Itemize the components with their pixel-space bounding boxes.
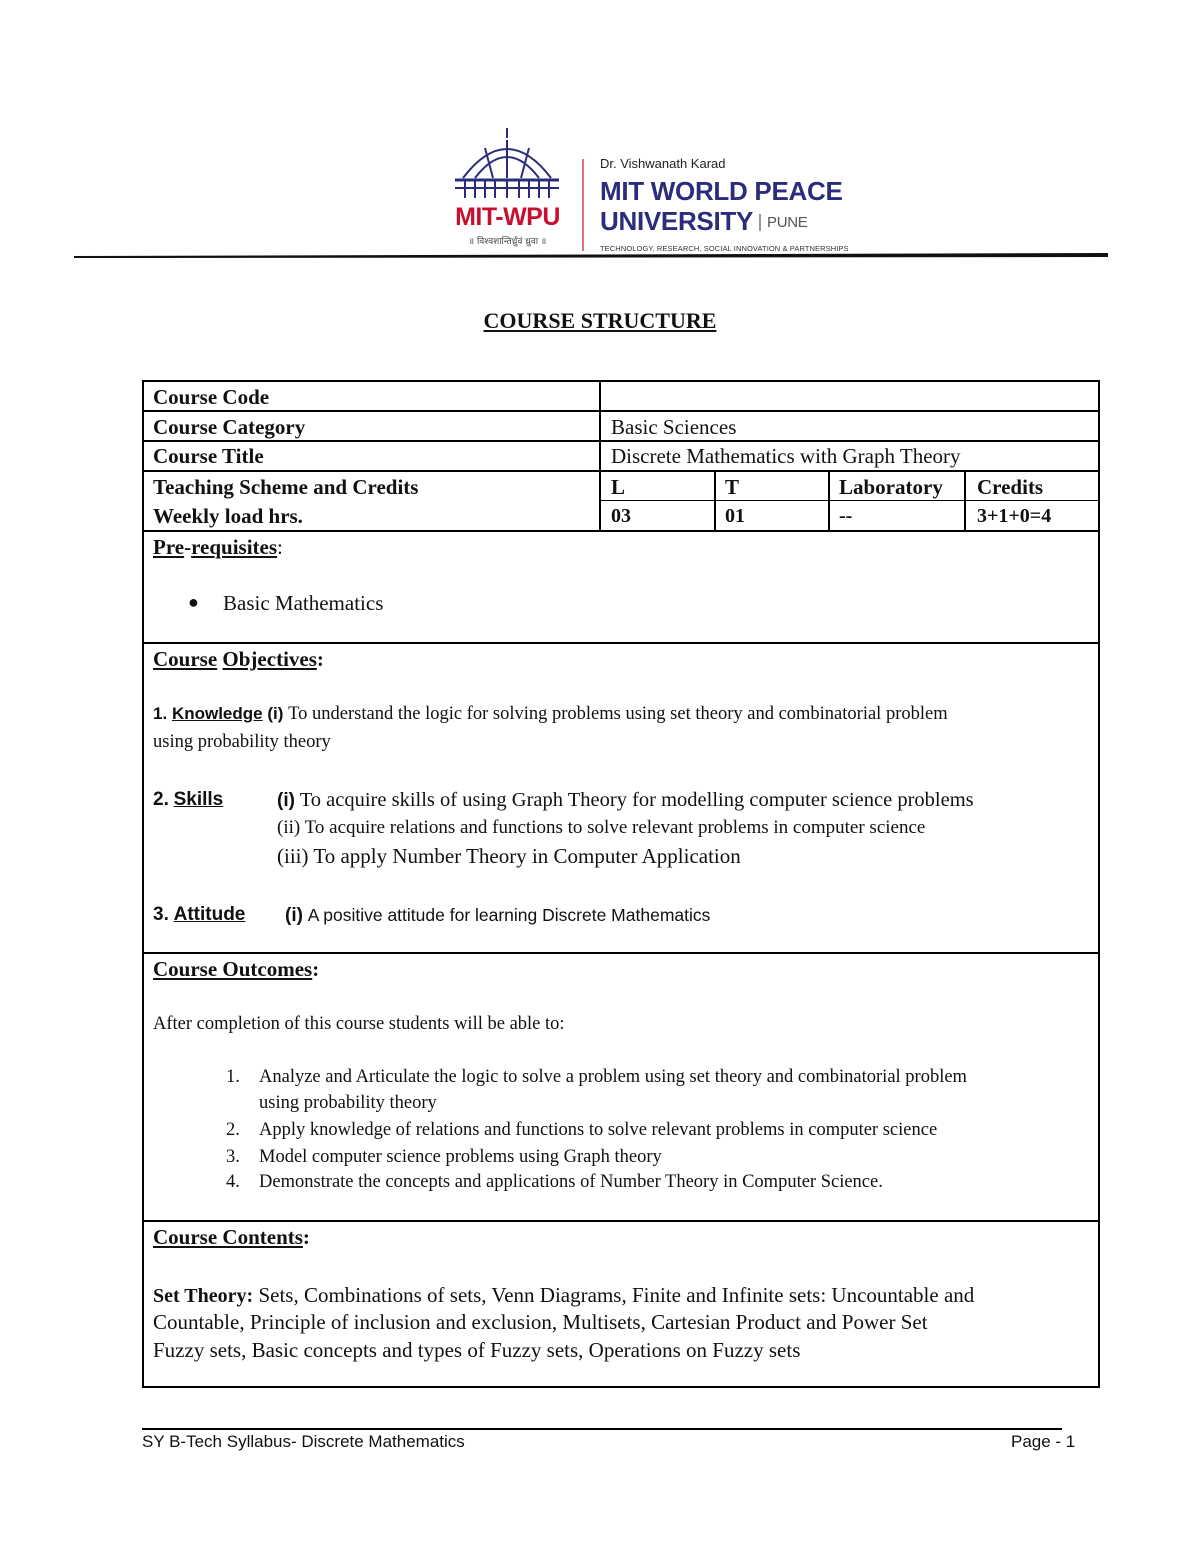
footer-rule — [142, 1428, 1062, 1430]
logo-emblem — [445, 126, 570, 254]
column-divider — [964, 470, 966, 532]
section-divider — [144, 952, 1098, 954]
prerequisites-heading-part1: Pre — [153, 535, 185, 559]
university-name-block — [600, 156, 860, 253]
column-divider — [599, 382, 601, 532]
knowledge-index: (i) — [267, 704, 284, 723]
objectives-heading — [153, 647, 324, 671]
contents-heading-text: Course Contents — [153, 1225, 303, 1249]
contents-line1: Sets, Combinations of sets, Venn Diagrams, Finite and Infinite sets: Uncountable and — [258, 1283, 975, 1307]
knowledge-num: 1. — [153, 704, 168, 723]
row-divider — [144, 470, 1098, 472]
skills-index1: (i) — [277, 790, 295, 811]
outcome-3-line1: Model computer science problems using Graph theory — [259, 1147, 662, 1167]
attitude-line-wrap — [285, 901, 710, 930]
contents-heading — [153, 1225, 310, 1249]
skills-line2: (ii) To acquire relations and functions to solve relevant problems in computer science — [277, 817, 926, 838]
scheme-header-laboratory: Laboratory — [839, 475, 943, 499]
outcomes-heading-colon: : — [312, 957, 320, 981]
objective-attitude — [153, 901, 245, 929]
course-structure-table — [142, 380, 1100, 1388]
objectives-heading-word1: Course — [153, 647, 218, 671]
column-divider — [714, 470, 716, 532]
attitude-line: A positive attitude for learning Discrete Mathematics — [307, 905, 711, 925]
row-divider — [600, 500, 1098, 501]
prerequisites-heading — [153, 535, 283, 559]
outcome-4-line1: Demonstrate the concepts and applications of Number Theory in Computer Science. — [259, 1172, 883, 1192]
weekly-load-label: Weekly load hrs. — [153, 504, 303, 528]
objectives-heading-colon: : — [316, 647, 324, 671]
objective-skills — [153, 786, 223, 814]
header-rule — [74, 253, 1108, 258]
attitude-label: Attitude — [173, 904, 246, 925]
outcomes-heading — [153, 957, 319, 981]
scheme-value-t: 01 — [725, 505, 745, 527]
contents-line2: Countable, Principle of inclusion and exclusion, Multisets, Cartesian Product and Power Set — [153, 1310, 928, 1334]
university-tagline: TECHNOLOGY, RESEARCH, SOCIAL INNOVATION & PARTNERSHIPS — [600, 244, 849, 254]
outcome-num-2: 2. — [226, 1120, 240, 1140]
footer-page-number: Page - 1 — [1011, 1432, 1076, 1451]
skills-line3: (iii) To apply Number Theory in Computer Application — [277, 844, 741, 868]
set-theory-label: Set Theory: — [153, 1285, 254, 1307]
scheme-value-laboratory: -- — [839, 505, 853, 527]
prerequisite-item: Basic Mathematics — [223, 591, 384, 615]
course-category-label: Course Category — [153, 415, 306, 439]
footer-course-label: SY B-Tech Syllabus- Discrete Mathematics — [142, 1432, 465, 1451]
contents-line3: Fuzzy sets, Basic concepts and types of Fuzzy sets, Operations on Fuzzy sets — [153, 1338, 801, 1362]
course-code-label: Course Code — [153, 385, 270, 409]
section-divider — [144, 1220, 1098, 1222]
attitude-index: (i) — [285, 905, 303, 926]
skills-line1-wrap — [277, 786, 974, 815]
course-title-label: Course Title — [153, 444, 264, 468]
prerequisites-heading-part3: requisites — [191, 535, 278, 559]
knowledge-label: Knowledge — [171, 704, 263, 723]
contents-line1-wrap — [153, 1281, 974, 1310]
logo-motto: ॥ विश्वशान्तिर्ध्रुवं ध्रुवा ॥ — [468, 237, 547, 247]
contents-heading-colon: : — [302, 1225, 310, 1249]
logo-divider — [582, 159, 584, 251]
outcome-num-1: 1. — [226, 1067, 240, 1087]
teaching-scheme-label: Teaching Scheme and Credits — [153, 475, 419, 499]
course-title-value: Discrete Mathematics with Graph Theory — [611, 444, 961, 468]
objectives-heading-word2: Objectives — [222, 647, 317, 671]
scheme-value-credits: 3+1+0=4 — [977, 505, 1052, 527]
outcomes-heading-text: Course Outcomes — [153, 957, 313, 981]
row-divider — [144, 440, 1098, 442]
university-prefix: Dr. Vishwanath Karad — [600, 156, 726, 171]
university-logo — [445, 126, 855, 254]
university-city: PUNE — [759, 214, 807, 231]
knowledge-line1: To understand the logic for solving problems using set theory and combinatorial problem — [288, 704, 948, 724]
prerequisites-heading-colon: : — [277, 535, 283, 559]
outcome-1-line1: Analyze and Articulate the logic to solve a problem using set theory and combinatorial problem — [259, 1067, 967, 1087]
university-name-line2 — [600, 206, 860, 238]
knowledge-line2: using probability theory — [153, 732, 331, 752]
outcome-1-line2: using probability theory — [259, 1093, 437, 1113]
university-name-line2-text: UNIVERSITY — [600, 206, 754, 236]
course-category-value: Basic Sciences — [611, 415, 737, 439]
scheme-header-l: L — [611, 475, 626, 499]
objective-knowledge — [153, 700, 948, 728]
row-divider — [144, 410, 1098, 412]
skills-line1: To acquire skills of using Graph Theory for modelling computer science problems — [299, 789, 974, 811]
logo-mark-text: MIT-WPU — [455, 203, 560, 231]
prerequisites-heading-part2: - — [184, 535, 192, 559]
attitude-num: 3. — [153, 904, 169, 925]
skills-label: Skills — [173, 789, 224, 810]
scheme-header-t: T — [725, 475, 740, 499]
section-divider — [144, 530, 1098, 532]
outcome-num-4: 4. — [226, 1172, 240, 1192]
scheme-value-l: 03 — [611, 505, 631, 527]
scheme-header-credits: Credits — [977, 475, 1044, 499]
university-name-line1: MIT WORLD PEACE — [600, 176, 843, 206]
page-title: COURSE STRUCTURE — [483, 308, 717, 333]
section-divider — [144, 642, 1098, 644]
outcome-2-line1: Apply knowledge of relations and functions to solve relevant problems in computer science — [259, 1120, 938, 1140]
skills-num: 2. — [153, 789, 169, 810]
dome-icon — [445, 126, 570, 204]
bullet-icon: ● — [188, 592, 199, 612]
outcome-num-3: 3. — [226, 1147, 240, 1167]
column-divider — [828, 470, 830, 532]
outcomes-intro: After completion of this course students will be able to: — [153, 1014, 565, 1034]
